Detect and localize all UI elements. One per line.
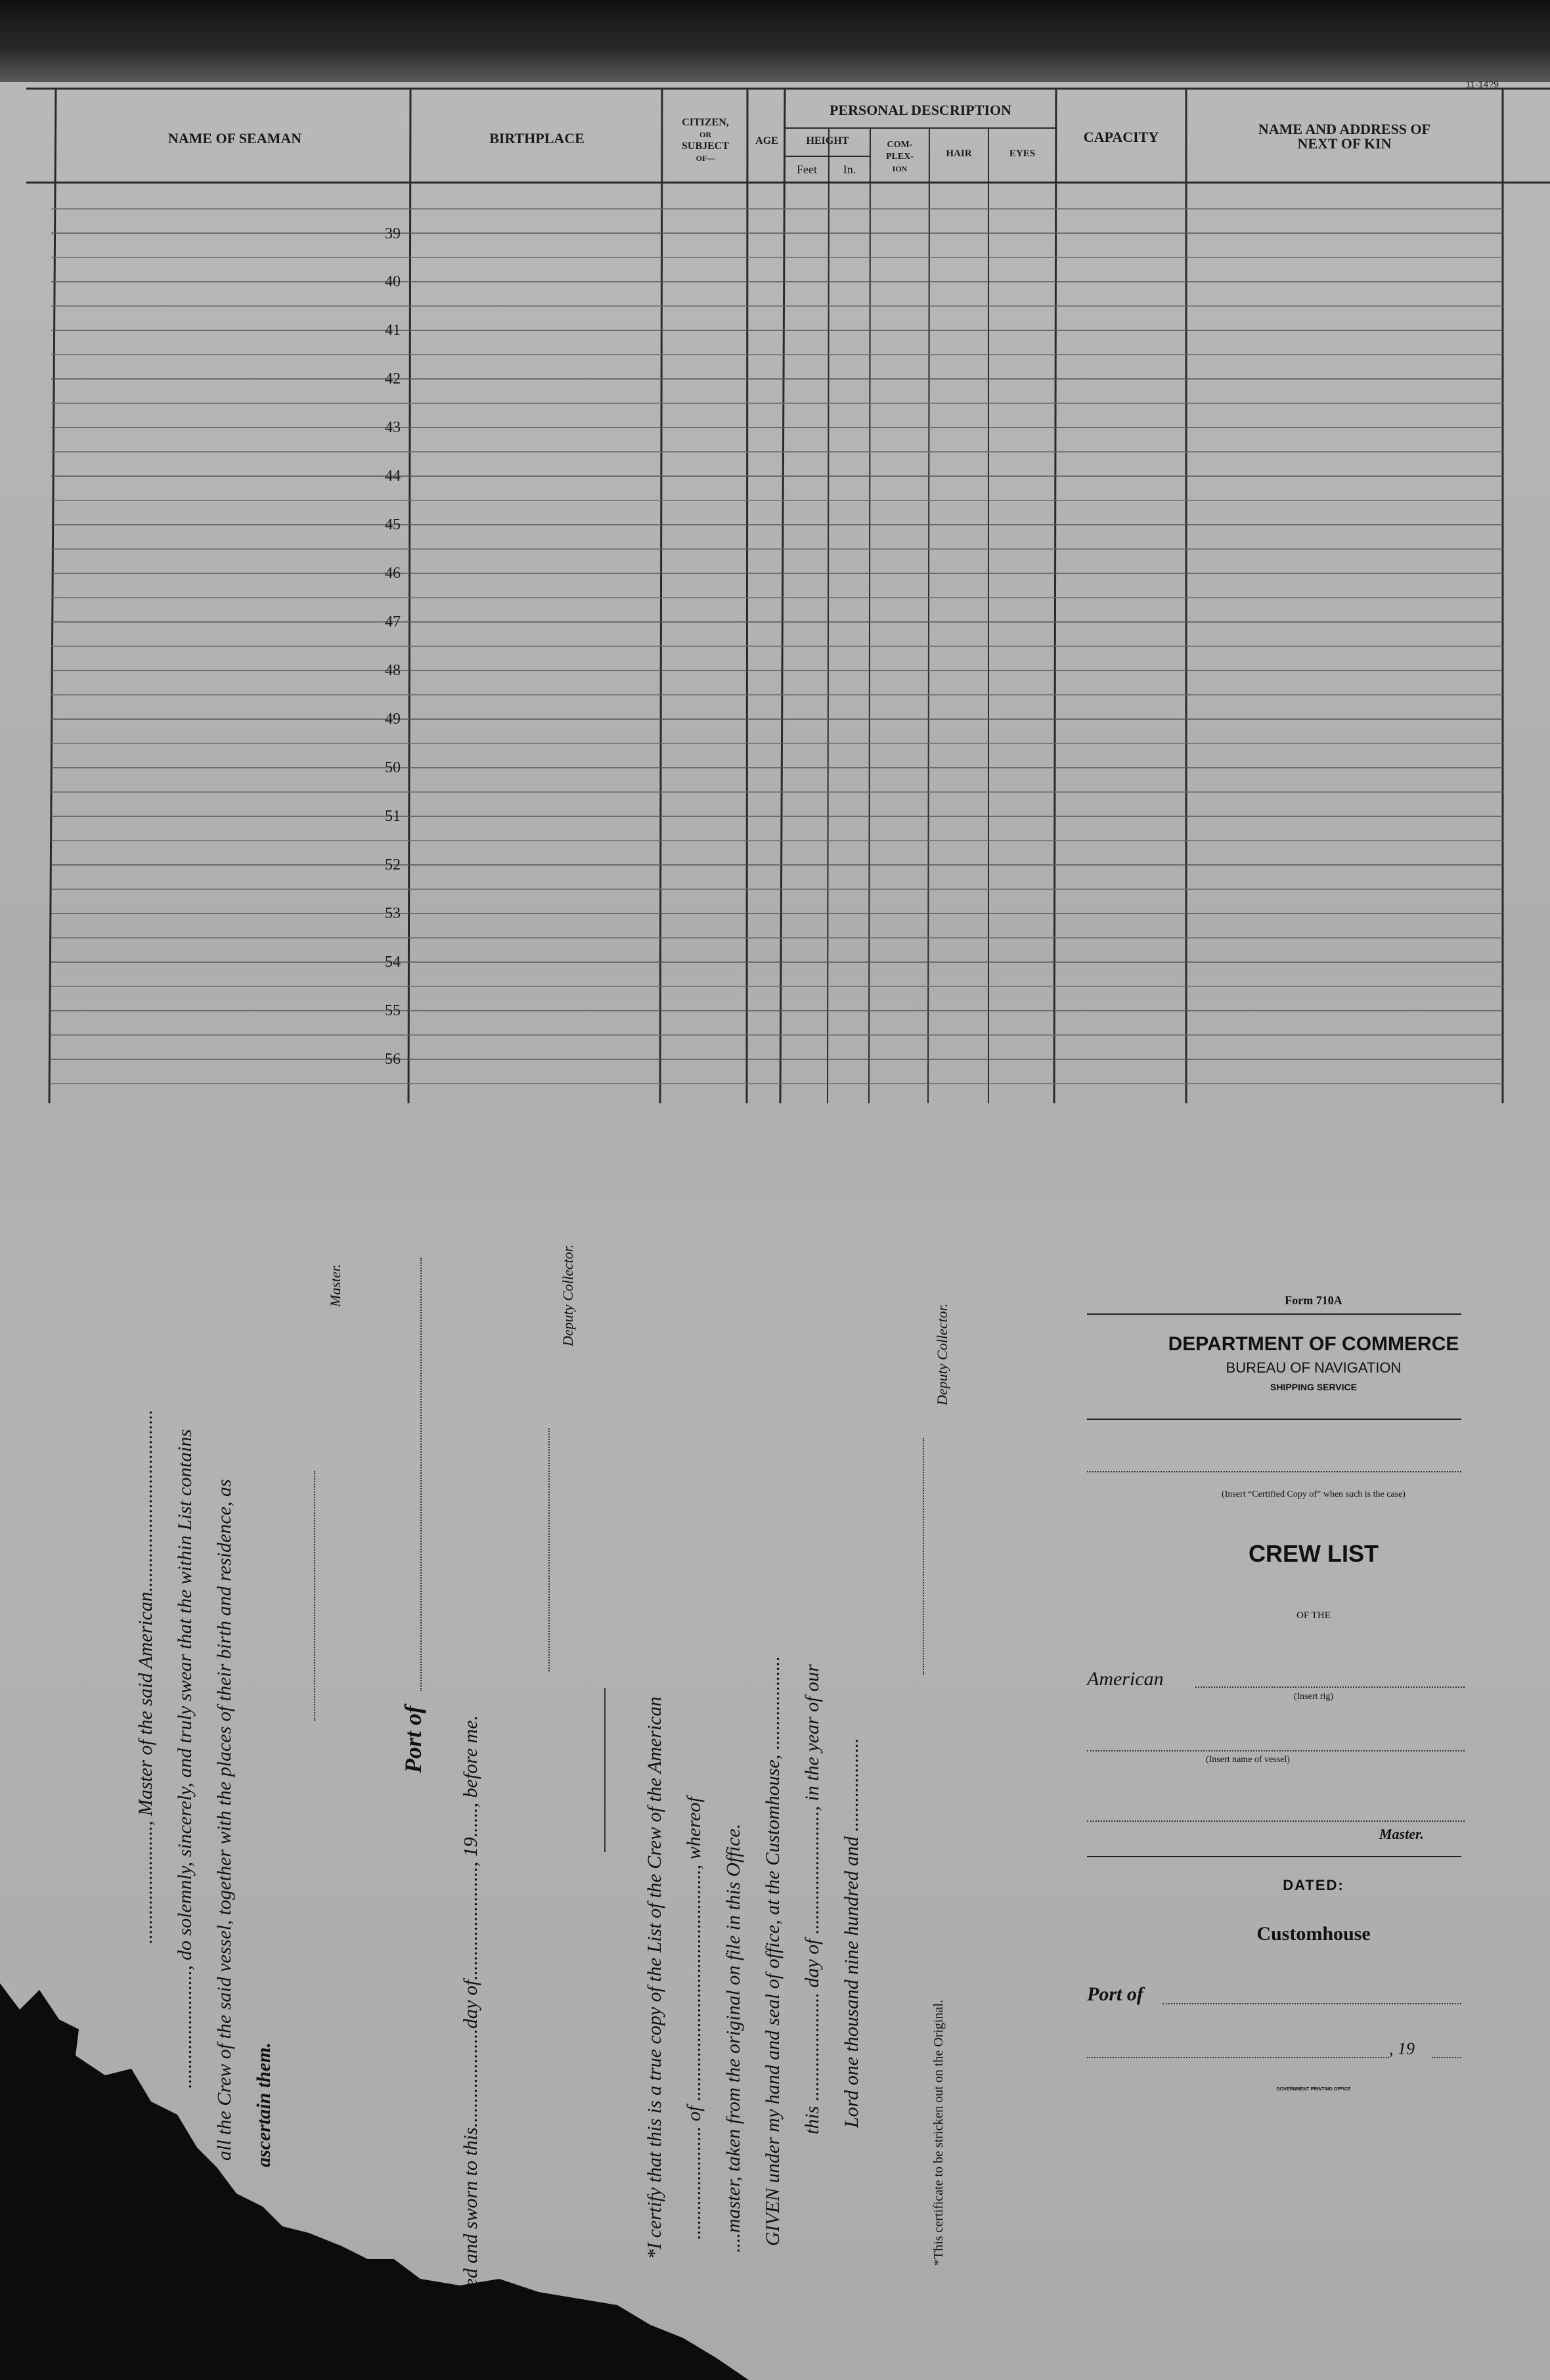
oath-port-of: Port of bbox=[400, 1706, 426, 1773]
header-inches: In. bbox=[843, 163, 856, 176]
row-number: 49 bbox=[385, 711, 401, 728]
cover-service: SHIPPING SERVICE bbox=[1270, 1382, 1357, 1392]
header-height: HEIGHT bbox=[806, 135, 849, 146]
row-number: 47 bbox=[385, 613, 401, 630]
cover-master: Master. bbox=[1379, 1826, 1424, 1842]
cover-title: CREW LIST bbox=[1249, 1540, 1379, 1567]
header-name-of-seaman: NAME OF SEAMAN bbox=[167, 130, 302, 146]
cover-of-the: OF THE bbox=[1296, 1610, 1331, 1621]
oath-deputy-collector: Deputy Collector. bbox=[560, 1244, 576, 1346]
header-personal-description: PERSONAL DESCRIPTION bbox=[830, 102, 1011, 118]
row-number: 48 bbox=[385, 662, 401, 679]
cert-line-6: Lord one thousand nine hundred and ................... bbox=[841, 1738, 862, 2128]
header-hair: HAIR bbox=[946, 148, 972, 159]
header-feet: Feet bbox=[797, 163, 817, 176]
header-citizen-line2: OR bbox=[699, 130, 711, 139]
oath-line-3: all the Crew of the said vessel, together with the places of their birth and residence, as bbox=[213, 1479, 235, 2161]
cover-bureau: BUREAU OF NAVIGATION bbox=[1226, 1359, 1402, 1376]
header-eyes: EYES bbox=[1009, 148, 1036, 159]
cover-port-of: Port of bbox=[1087, 1983, 1143, 2005]
row-number: 52 bbox=[385, 856, 401, 873]
row-number: 53 bbox=[385, 905, 401, 922]
header-complexion-line2: PLEX- bbox=[886, 152, 914, 162]
row-number: 46 bbox=[385, 565, 401, 582]
cert-line-4: GIVEN under my hand and seal of office, at the Customhouse, ................... bbox=[762, 1656, 784, 2246]
row-number: 41 bbox=[385, 322, 401, 339]
row-number: 39 bbox=[385, 225, 401, 242]
header-birthplace: BIRTHPLACE bbox=[489, 130, 585, 146]
cover-american: American bbox=[1087, 1668, 1164, 1690]
cover-year: , 19 bbox=[1389, 2039, 1415, 2058]
cert-line-1: *I certify that this is a true copy of the List of the Crew of the American bbox=[644, 1696, 665, 2259]
oath-sworn-line: ...bed and sworn to this....................day of......................., 19......, before me. bbox=[460, 1715, 481, 2312]
cover-department: DEPARTMENT OF COMMERCE bbox=[1168, 1333, 1459, 1355]
row-number: 45 bbox=[385, 516, 401, 533]
cover-customhouse: Customhouse bbox=[1256, 1923, 1371, 1945]
header-capacity: CAPACITY bbox=[1083, 129, 1159, 145]
cover-form-number: Form 710A bbox=[1285, 1294, 1342, 1307]
oath-line-2: ........................, do solemnly, sincerely, and truly swear that the within List contains bbox=[174, 1429, 196, 2088]
header-next-of-kin-line2: NEXT OF KIN bbox=[1297, 135, 1392, 152]
cert-line-3: ....master, taken from the original on file in this Office. bbox=[722, 1824, 744, 2253]
form-code: 11-14?9 bbox=[1465, 79, 1499, 89]
cover-insert-name: (Insert name of vessel) bbox=[1206, 1755, 1290, 1765]
row-number: 44 bbox=[385, 468, 401, 485]
row-number: 50 bbox=[385, 759, 401, 776]
cert-line-2: ....................... of ..............................................., whereof bbox=[683, 1797, 705, 2239]
header-next-of-kin-line1: NAME AND ADDRESS OF bbox=[1258, 121, 1431, 137]
cover-insert-certified: (Insert “Certified Copy of” when such is the case) bbox=[1222, 1489, 1406, 1499]
header-citizen-line4: OF— bbox=[696, 154, 715, 163]
cover-insert-rig: (Insert rig) bbox=[1293, 1692, 1334, 1702]
row-number: 43 bbox=[385, 419, 401, 436]
row-number: 40 bbox=[385, 273, 401, 290]
oath-line-4: ascertain them. bbox=[253, 2042, 275, 2167]
header-citizen-line1: CITIZEN, bbox=[682, 117, 729, 128]
cert-line-5: this ...................... day of ........................., in the year of our bbox=[801, 1664, 823, 2134]
header-complexion-line3: ION bbox=[892, 164, 908, 173]
cert-footnote: *This certificate to be stricken out on the Original. bbox=[931, 2000, 946, 2266]
cert-deputy-collector: Deputy Collector. bbox=[934, 1303, 950, 1405]
oath-line-1: ........................, Master of the said American..................................... bbox=[135, 1409, 156, 1944]
row-number: 42 bbox=[385, 370, 401, 387]
cover-printer: GOVERNMENT PRINTING OFFICE bbox=[1276, 2087, 1351, 2092]
header-age: AGE bbox=[755, 135, 778, 146]
row-number: 51 bbox=[385, 808, 401, 825]
row-number: 55 bbox=[385, 1002, 401, 1019]
row-number: 56 bbox=[385, 1051, 401, 1068]
header-complexion-line1: COM- bbox=[887, 140, 913, 150]
oath-master-label: Master. bbox=[327, 1264, 343, 1307]
row-number: 54 bbox=[385, 954, 401, 971]
cover-dated: DATED: bbox=[1283, 1877, 1344, 1893]
header-citizen-line3: SUBJECT bbox=[681, 141, 730, 152]
